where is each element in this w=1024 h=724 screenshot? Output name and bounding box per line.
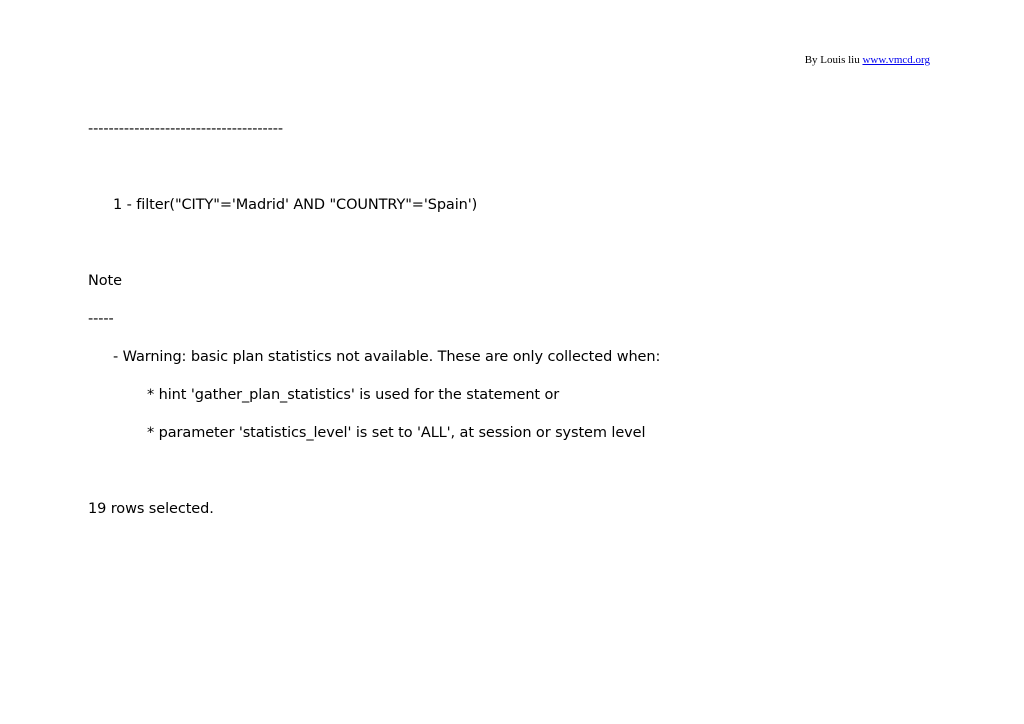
warning-line: - Warning: basic plan statistics not available. These are only collected when: (113, 349, 661, 365)
author-text: By Louis liu (804, 54, 860, 66)
rows-selected-line: 19 rows selected. (88, 501, 214, 517)
website-link[interactable]: www.vmcd.org (862, 54, 930, 66)
filter-predicate-line: 1 - filter("CITY"='Madrid' AND "COUNTRY"='Spain') (113, 197, 478, 213)
page-header (805, 53, 930, 67)
note-rule: ----- (88, 311, 114, 327)
bullet-parameter-line: * parameter 'statistics_level' is set to 'ALL', at session or system level (147, 425, 646, 441)
bullet-hint-line: * hint 'gather_plan_statistics' is used for the statement or (147, 387, 560, 403)
separator-line: -------------------------------------- (88, 121, 284, 137)
note-heading: Note (88, 273, 122, 289)
